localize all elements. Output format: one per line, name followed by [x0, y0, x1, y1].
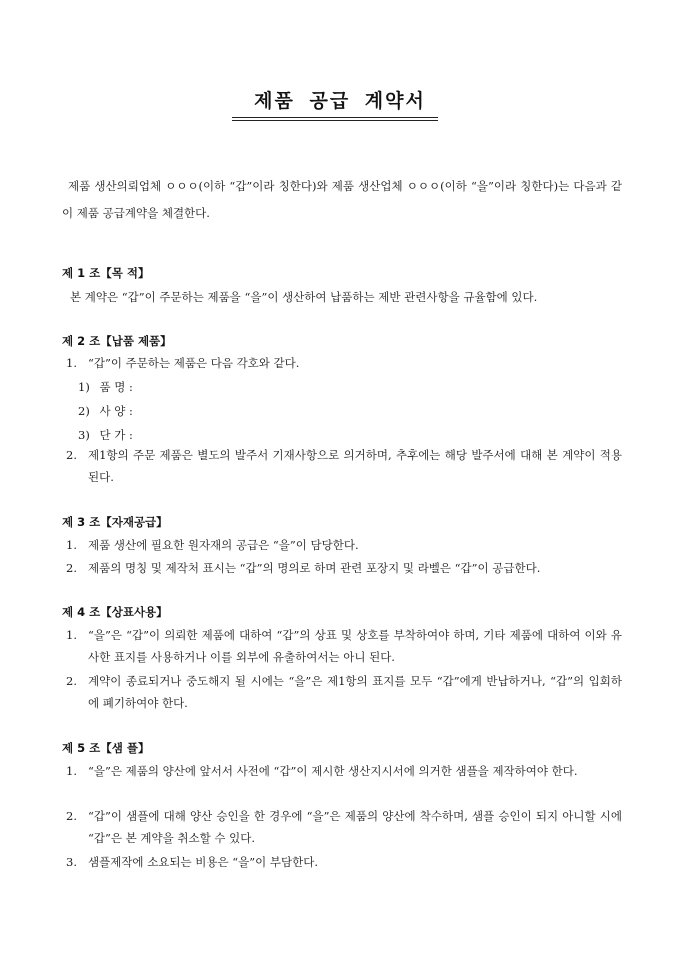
item-text: “갑”이 샘플에 대해 양산 승인을 한 경우에 “을”은 제품의 양산에 착수하며, 샘플 승인이 되지 아니할 시에 “갑”은 본 계약을 취소할 수 있다.	[88, 809, 622, 845]
article-2-item-1	[66, 352, 622, 374]
article-5-heading: 제 5 조【샘 플】	[62, 741, 150, 755]
article-2-heading: 제 2 조【납품 제품】	[62, 334, 172, 348]
article-1-heading: 제 1 조【목 적】	[62, 266, 150, 280]
item-text: “을”은 제품의 양산에 앞서서 사전에 “갑”이 제시한 생산지시서에 의거한 샘플을 제작하여야 한다.	[88, 764, 578, 778]
article-5-item-2	[66, 805, 622, 849]
intro-paragraph: 제품 생산의뢰업체 ㅇㅇㅇ(이하 “갑”이라 칭한다)와 제품 생산업체 ㅇㅇㅇ(이하 “을”이라 칭한다)는 다음과 같이 제품 공급계약을 체결한다.	[62, 179, 622, 220]
item-number: 2.	[66, 561, 77, 575]
item-number: 1.	[66, 538, 77, 552]
item-number: 1.	[66, 764, 77, 778]
item-text: 샘플제작에 소요되는 비용은 “을”이 부담한다.	[88, 855, 318, 869]
subitem-number: 3)	[78, 428, 90, 442]
article-3-item-2	[66, 557, 622, 579]
item-number: 2.	[66, 674, 77, 688]
item-number: 2.	[66, 809, 77, 823]
article-3-item-1	[66, 534, 622, 556]
subitem-label: 품 명 :	[99, 380, 133, 394]
article-2-subitem-3	[78, 427, 133, 443]
item-text: 제1항의 주문 제품은 별도의 발주서 기재사항으로 의거하며, 추후에는 해당 발주서에 대해 본 계약이 적용된다.	[88, 448, 622, 484]
item-number: 3.	[66, 855, 77, 869]
item-text: 제품의 명칭 및 제작처 표시는 “갑”의 명의로 하며 관련 포장지 및 라벨은 “갑”이 공급한다.	[88, 561, 541, 575]
item-number: 1.	[66, 628, 77, 642]
article-5-item-3	[66, 851, 622, 873]
article-1-body: 본 계약은 “갑”이 주문하는 제품을 “을”이 생산하여 납품하는 제반 관련사항을 규율함에 있다.	[70, 290, 538, 304]
article-4-item-1	[66, 624, 622, 668]
subitem-label: 사 양 :	[99, 404, 133, 418]
article-5-item-1	[66, 760, 622, 782]
article-2-item-2	[66, 444, 622, 488]
article-2-subitem-2	[78, 403, 133, 419]
article-4-heading: 제 4 조【상표사용】	[62, 605, 168, 619]
item-number: 1.	[66, 356, 77, 370]
document-title: 제품 공급 계약서	[254, 90, 426, 112]
item-text: 계약이 종료되거나 중도해지 될 시에는 “을”은 제1항의 표지를 모두 “갑”에게 반납하거나, “갑”의 입회하에 폐기하여야 한다.	[88, 674, 622, 710]
item-text: 제품 생산에 필요한 원자재의 공급은 “을”이 담당한다.	[88, 538, 359, 552]
article-3-heading: 제 3 조【자재공급】	[62, 515, 168, 529]
item-text: “을”은 “갑”이 의뢰한 제품에 대하여 “갑”의 상표 및 상호를 부착하여야 하며, 기타 제품에 대하여 이와 유사한 표지를 사용하거나 이를 외부에 유출하여서는 아니 된다.	[88, 628, 622, 664]
title-block	[0, 86, 680, 113]
article-2-subitem-1	[78, 379, 133, 395]
article-4-item-2	[66, 670, 622, 714]
item-number: 2.	[66, 448, 77, 462]
item-text: “갑”이 주문하는 제품은 다음 각호와 같다.	[88, 356, 300, 370]
subitem-label: 단 가 :	[99, 428, 133, 442]
subitem-number: 2)	[78, 404, 90, 418]
title-underline-bottom	[232, 120, 438, 121]
title-underline-top	[232, 117, 438, 118]
subitem-number: 1)	[78, 380, 90, 394]
